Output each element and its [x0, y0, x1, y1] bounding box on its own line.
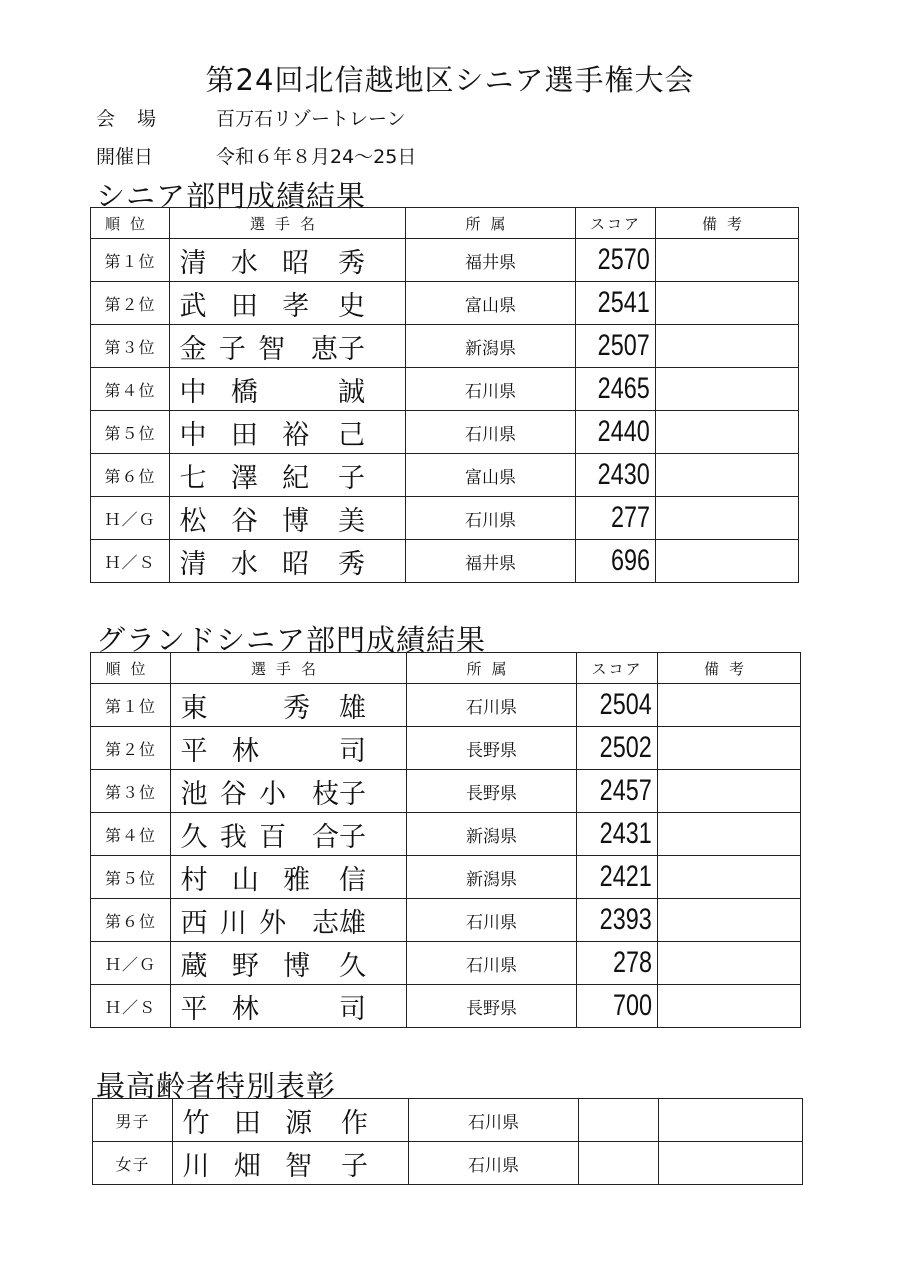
- table-row: [91, 239, 799, 282]
- note-cell: [656, 497, 799, 540]
- prefecture-cell: 石川県: [407, 942, 577, 985]
- column-header-rank: 順位: [91, 653, 171, 684]
- name-part: 澤: [230, 462, 258, 494]
- name-part: 山: [231, 864, 259, 896]
- name-part: 昭: [282, 548, 310, 580]
- prefecture-cell: 石川県: [409, 1099, 579, 1142]
- note-cell: [658, 727, 801, 770]
- note-cell: [659, 1099, 803, 1142]
- column-header-note: 備考: [658, 653, 801, 684]
- table-header-row: [91, 208, 799, 239]
- senior-results-body: [91, 239, 799, 583]
- name-part: 司: [338, 993, 366, 1025]
- senior-results-table: [90, 207, 799, 583]
- score-value: 2393: [599, 903, 652, 936]
- prefecture-cell: 石川県: [406, 497, 576, 540]
- name-part: 蔵: [180, 950, 208, 982]
- note-cell: [658, 985, 801, 1028]
- column-header-rank: 順位: [91, 208, 170, 239]
- score-cell: [577, 770, 658, 813]
- score-cell: [577, 684, 658, 727]
- name-part: 智: [285, 1150, 313, 1182]
- name-part: 子: [340, 1150, 368, 1182]
- venue-label: 会場: [96, 108, 179, 130]
- name-part: 竹: [182, 1107, 210, 1139]
- score-value: 696: [610, 544, 650, 577]
- note-cell: [658, 813, 801, 856]
- prefecture-cell: 新潟県: [407, 856, 577, 899]
- name-part: 信: [338, 864, 366, 896]
- player-name-cell: [170, 368, 406, 411]
- rank-cell: Ｈ／Ｓ: [91, 540, 170, 583]
- player-name-cell: [170, 497, 406, 540]
- column-header-pref: 所属: [406, 208, 576, 239]
- name-part: 裕: [282, 419, 310, 451]
- score-value: 2431: [599, 817, 652, 850]
- senior-section-title: シニア部門成績結果: [96, 179, 367, 213]
- name-part: 久: [338, 950, 366, 982]
- score-cell: [577, 856, 658, 899]
- name-part: 子: [218, 333, 246, 365]
- prefecture-cell: 石川県: [407, 684, 577, 727]
- prefecture-cell: 富山県: [406, 282, 576, 325]
- rank-cell: 第６位: [91, 454, 170, 497]
- name-part: 松: [179, 505, 207, 537]
- note-cell: [658, 684, 801, 727]
- name-part: 秀: [337, 247, 365, 279]
- name-part: 博: [282, 505, 310, 537]
- page-title: 第24回北信越地区シニア選手権大会: [205, 63, 695, 97]
- score-cell: [576, 411, 656, 454]
- name-part: 作: [340, 1107, 368, 1139]
- prefecture-cell: 石川県: [407, 899, 577, 942]
- player-name-cell: [171, 899, 407, 942]
- name-part: 谷: [219, 778, 247, 810]
- score-cell: [577, 813, 658, 856]
- player-name-cell: [171, 942, 407, 985]
- rank-cell: 第６位: [91, 899, 171, 942]
- score-cell: [576, 325, 656, 368]
- table-row: [93, 1142, 803, 1185]
- name-part: 金: [179, 333, 207, 365]
- name-part: 谷: [230, 505, 258, 537]
- rank-cell: Ｈ／Ｇ: [91, 497, 170, 540]
- dates-label: 開催日: [96, 146, 154, 168]
- note-cell: [658, 770, 801, 813]
- name-part: 東: [180, 692, 208, 724]
- player-name-cell: [171, 813, 407, 856]
- name-part: 雅: [283, 864, 311, 896]
- score-value: 277: [610, 501, 650, 534]
- note-cell: [658, 942, 801, 985]
- name-part: 志雄: [311, 907, 366, 939]
- name-part: 雄: [338, 692, 366, 724]
- score-cell: [577, 899, 658, 942]
- table-row: [91, 282, 799, 325]
- name-part: 紀: [282, 462, 310, 494]
- table-row: [93, 1099, 803, 1142]
- player-name-cell: [171, 985, 407, 1028]
- table-row: [91, 770, 801, 813]
- name-part: 誠: [337, 376, 365, 408]
- table-row: [91, 540, 799, 583]
- player-name-cell: [171, 684, 407, 727]
- grand-senior-section-title: グランドシニア部門成績結果: [96, 623, 487, 657]
- table-row: [91, 942, 801, 985]
- note-cell: [658, 899, 801, 942]
- player-name-cell: [170, 282, 406, 325]
- name-part: 史: [337, 290, 365, 322]
- prefecture-cell: 長野県: [407, 770, 577, 813]
- name-part: 美: [337, 505, 365, 537]
- table-row: [91, 813, 801, 856]
- note-cell: [656, 239, 799, 282]
- rank-cell: 第４位: [91, 368, 170, 411]
- column-header-name: 選手名: [170, 208, 406, 239]
- prefecture-cell: 石川県: [406, 368, 576, 411]
- player-name-cell: [170, 239, 406, 282]
- prefecture-cell: 新潟県: [407, 813, 577, 856]
- player-name-cell: [171, 856, 407, 899]
- name-part: 清: [179, 247, 207, 279]
- name-part: 橋: [230, 376, 258, 408]
- prefecture-cell: 長野県: [407, 985, 577, 1028]
- name-part: 源: [285, 1107, 313, 1139]
- rank-cell: 男子: [93, 1099, 173, 1142]
- note-cell: [656, 411, 799, 454]
- name-part: 林: [231, 735, 259, 767]
- score-cell: [576, 282, 656, 325]
- name-part: 平: [180, 993, 208, 1025]
- note-cell: [659, 1142, 803, 1185]
- name-part: 枝子: [311, 778, 366, 810]
- score-cell: [576, 239, 656, 282]
- column-header-pref: 所属: [407, 653, 577, 684]
- table-row: [91, 368, 799, 411]
- name-part: 中: [179, 419, 207, 451]
- player-name-cell: [170, 540, 406, 583]
- column-header-score: スコア: [577, 653, 658, 684]
- player-name-cell: [171, 727, 407, 770]
- player-name-cell: [170, 325, 406, 368]
- name-part: 恵子: [310, 333, 365, 365]
- score-value: 2504: [599, 688, 652, 721]
- empty-cell: [579, 1142, 659, 1185]
- name-part: 水: [230, 247, 258, 279]
- score-value: 2465: [597, 372, 650, 405]
- note-cell: [656, 454, 799, 497]
- name-part: 七: [179, 462, 207, 494]
- note-cell: [656, 325, 799, 368]
- name-part: 平: [180, 735, 208, 767]
- name-part: 野: [231, 950, 259, 982]
- name-part: 西: [180, 907, 208, 939]
- rank-cell: 第３位: [91, 325, 170, 368]
- rank-cell: 第１位: [91, 684, 171, 727]
- eldest-award-table: [92, 1098, 803, 1185]
- name-part: 林: [231, 993, 259, 1025]
- name-part: 田: [230, 419, 258, 451]
- column-header-name: 選手名: [171, 653, 407, 684]
- name-part: 村: [180, 864, 208, 896]
- table-row: [91, 727, 801, 770]
- name-part: [279, 987, 315, 1026]
- name-part: 司: [338, 735, 366, 767]
- score-value: 2570: [597, 243, 650, 276]
- name-part: 久: [180, 821, 208, 853]
- name-part: [227, 686, 263, 725]
- player-name-cell: [173, 1142, 409, 1185]
- name-part: 孝: [282, 290, 310, 322]
- name-part: 川: [182, 1150, 210, 1182]
- name-part: [279, 729, 315, 768]
- name-part: 川: [219, 907, 247, 939]
- rank-cell: 第１位: [91, 239, 170, 282]
- prefecture-cell: 福井県: [406, 540, 576, 583]
- table-row: [91, 454, 799, 497]
- rank-cell: 第３位: [91, 770, 171, 813]
- name-part: 武: [179, 290, 207, 322]
- table-row: [91, 856, 801, 899]
- name-part: 子: [337, 462, 365, 494]
- score-cell: [577, 942, 658, 985]
- name-part: 秀: [283, 692, 311, 724]
- note-cell: [656, 540, 799, 583]
- rank-cell: Ｈ／Ｓ: [91, 985, 171, 1028]
- score-value: 2541: [597, 286, 650, 319]
- score-value: 2421: [599, 860, 652, 893]
- name-part: 合子: [311, 821, 366, 853]
- table-header-row: [91, 653, 801, 684]
- column-header-note: 備考: [656, 208, 799, 239]
- venue-value: 百万石リゾートレーン: [216, 108, 406, 130]
- grand-senior-results-table: [90, 652, 801, 1028]
- name-part: 百: [259, 821, 287, 853]
- name-part: [278, 370, 314, 409]
- prefecture-cell: 新潟県: [406, 325, 576, 368]
- player-name-cell: [173, 1099, 409, 1142]
- name-part: 清: [179, 548, 207, 580]
- score-value: 2502: [599, 731, 652, 764]
- name-part: 水: [230, 548, 258, 580]
- name-part: 田: [230, 290, 258, 322]
- name-part: 博: [283, 950, 311, 982]
- name-part: 外: [259, 907, 287, 939]
- rank-cell: 第４位: [91, 813, 171, 856]
- rank-cell: Ｈ／Ｇ: [91, 942, 171, 985]
- table-row: [91, 411, 799, 454]
- prefecture-cell: 長野県: [407, 727, 577, 770]
- rank-cell: 第５位: [91, 856, 171, 899]
- eldest-section-title: 最高齢者特別表彰: [96, 1069, 337, 1103]
- name-part: 秀: [337, 548, 365, 580]
- score-value: 700: [612, 989, 652, 1022]
- name-part: 池: [180, 778, 208, 810]
- player-name-cell: [171, 770, 407, 813]
- name-part: 畑: [233, 1150, 261, 1182]
- score-cell: [576, 540, 656, 583]
- name-part: 智: [258, 333, 286, 365]
- score-value: 2457: [599, 774, 652, 807]
- column-header-score: スコア: [576, 208, 656, 239]
- prefecture-cell: 石川県: [409, 1142, 579, 1185]
- score-cell: [576, 368, 656, 411]
- prefecture-cell: 石川県: [406, 411, 576, 454]
- player-name-cell: [170, 411, 406, 454]
- prefecture-cell: 富山県: [406, 454, 576, 497]
- note-cell: [658, 856, 801, 899]
- name-part: 小: [259, 778, 287, 810]
- score-value: 2430: [597, 458, 650, 491]
- rank-cell: 第２位: [91, 282, 170, 325]
- rank-cell: 第２位: [91, 727, 171, 770]
- rank-cell: 第５位: [91, 411, 170, 454]
- empty-cell: [579, 1099, 659, 1142]
- score-cell: [576, 454, 656, 497]
- note-cell: [656, 368, 799, 411]
- player-name-cell: [170, 454, 406, 497]
- score-value: 2507: [597, 329, 650, 362]
- table-row: [91, 684, 801, 727]
- name-part: 田: [233, 1107, 261, 1139]
- note-cell: [656, 282, 799, 325]
- table-row: [91, 985, 801, 1028]
- prefecture-cell: 福井県: [406, 239, 576, 282]
- name-part: 中: [179, 376, 207, 408]
- table-row: [91, 497, 799, 540]
- score-value: 2440: [597, 415, 650, 448]
- name-part: 昭: [282, 247, 310, 279]
- dates-value: 令和６年８月24～25日: [216, 146, 417, 168]
- rank-cell: 女子: [93, 1142, 173, 1185]
- score-cell: [577, 727, 658, 770]
- table-row: [91, 325, 799, 368]
- table-row: [91, 899, 801, 942]
- name-part: 我: [219, 821, 247, 853]
- eldest-award-body: [93, 1099, 803, 1185]
- score-cell: [576, 497, 656, 540]
- grand-senior-results-body: [91, 684, 801, 1028]
- score-value: 278: [612, 946, 652, 979]
- score-cell: [577, 985, 658, 1028]
- name-part: 己: [337, 419, 365, 451]
